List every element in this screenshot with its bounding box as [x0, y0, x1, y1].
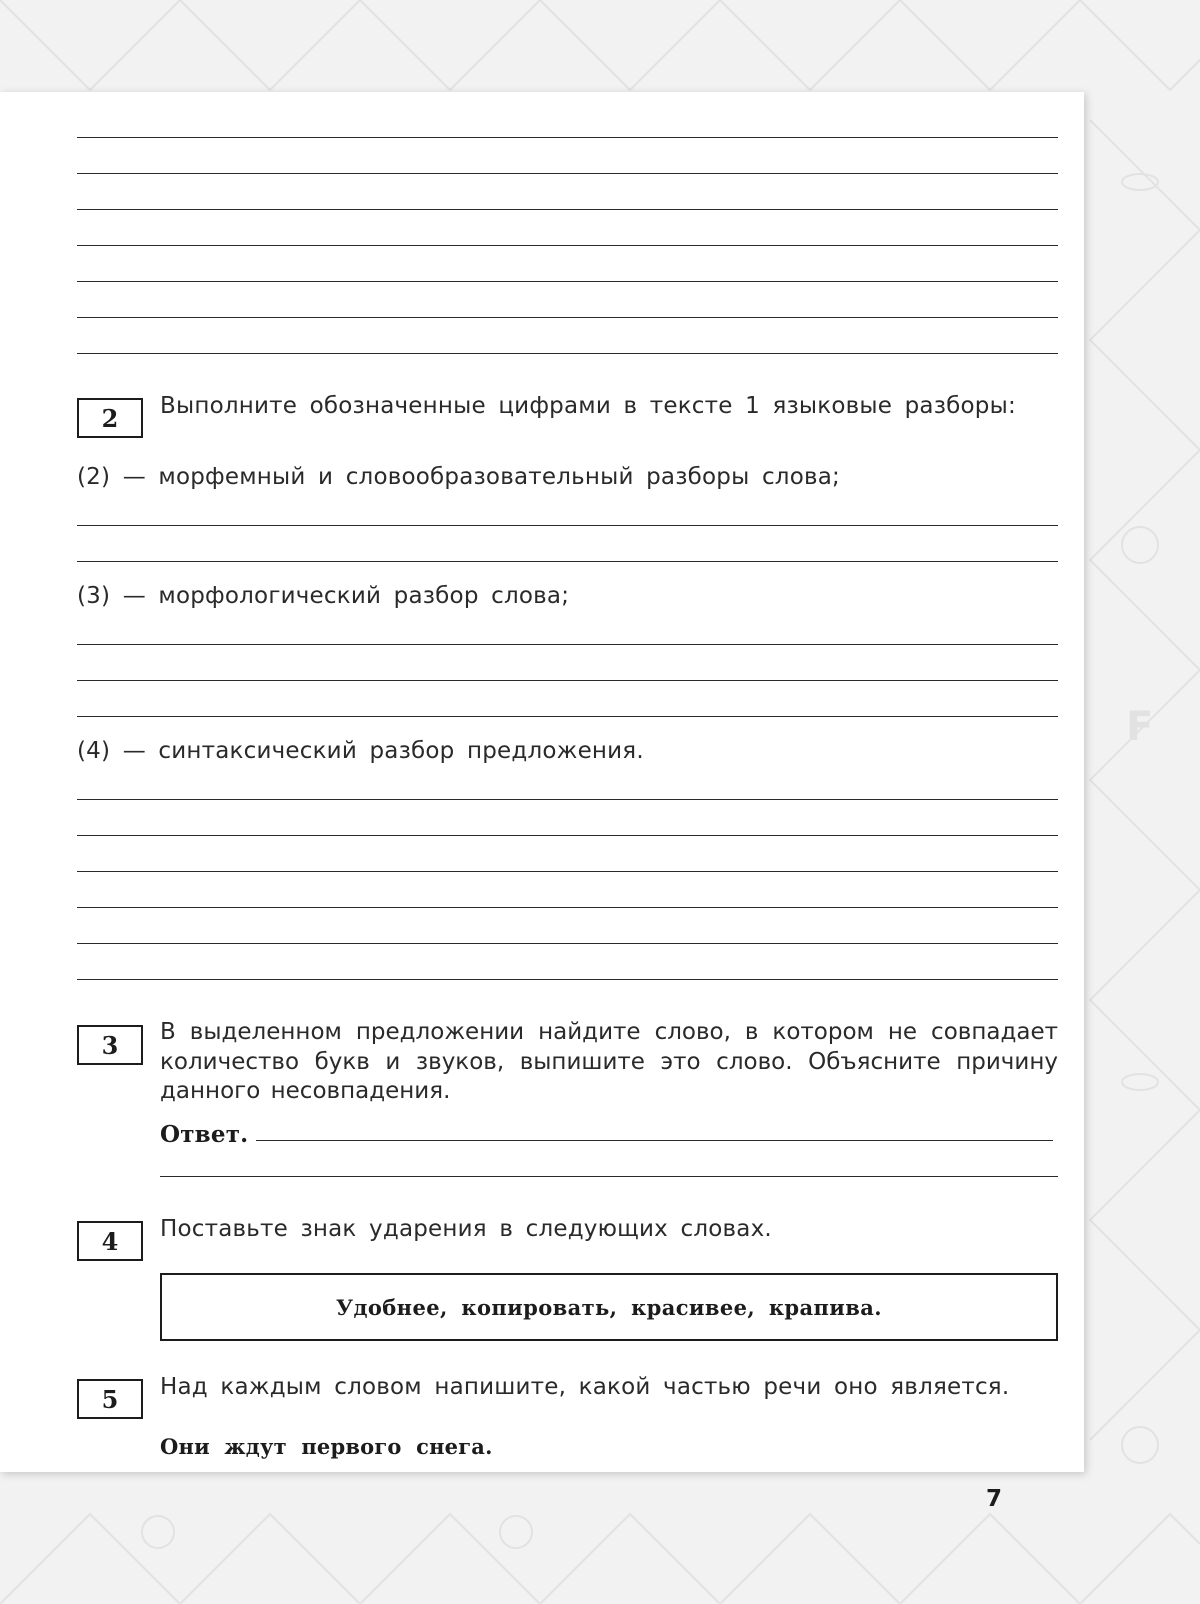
- writing-line[interactable]: [77, 943, 1058, 944]
- answer-label: Ответ.: [160, 1121, 249, 1148]
- task-number-label: 2: [101, 403, 119, 433]
- task-number-4: [77, 1221, 143, 1261]
- answer-line[interactable]: [160, 1176, 1058, 1177]
- task-number-label: 3: [101, 1030, 119, 1060]
- task-number-2: [77, 398, 143, 438]
- writing-line[interactable]: [77, 245, 1058, 246]
- words-box: [160, 1273, 1058, 1341]
- task-number-label: 5: [101, 1384, 119, 1414]
- svg-text:F: F: [1126, 704, 1154, 750]
- page-number: 7: [986, 1486, 1003, 1512]
- writing-line[interactable]: [77, 281, 1058, 282]
- writing-line[interactable]: [77, 644, 1058, 645]
- writing-line[interactable]: [77, 317, 1058, 318]
- task2-prompt: Выполните обозначенные цифрами в тексте 1 языковые разборы:: [160, 393, 1016, 419]
- writing-line[interactable]: [77, 353, 1058, 354]
- writing-line[interactable]: [77, 835, 1058, 836]
- writing-line[interactable]: [77, 561, 1058, 562]
- task2-item-2: (2) — морфемный и словообразовательный разборы слова;: [77, 464, 840, 490]
- task-number-3: [77, 1025, 143, 1065]
- writing-line[interactable]: [77, 137, 1058, 138]
- task5-sentence: Они ждут первого снега.: [160, 1434, 493, 1459]
- task2-item-3: (3) — морфологический разбор слова;: [77, 583, 570, 609]
- task2-item-4: (4) — синтаксический разбор предложения.: [77, 738, 644, 764]
- writing-line[interactable]: [77, 871, 1058, 872]
- writing-line[interactable]: [77, 680, 1058, 681]
- task3-prompt: В выделенном предложении найдите слово, в котором не совпадает количество букв и звуков, выпишите это слово. Объясните причину данного несовпадения.: [160, 1019, 1058, 1104]
- writing-line[interactable]: [77, 209, 1058, 210]
- writing-line[interactable]: [77, 173, 1058, 174]
- writing-line[interactable]: [77, 525, 1058, 526]
- answer-line[interactable]: [256, 1140, 1053, 1141]
- writing-line[interactable]: [77, 907, 1058, 908]
- task5-prompt: Над каждым словом напишите, какой частью речи оно является.: [160, 1374, 1010, 1400]
- worksheet-page: [0, 92, 1084, 1472]
- writing-line[interactable]: [77, 716, 1058, 717]
- task4-prompt: Поставьте знак ударения в следующих словах.: [160, 1216, 772, 1242]
- task-number-label: 4: [101, 1226, 119, 1256]
- writing-line[interactable]: [77, 799, 1058, 800]
- task-number-5: [77, 1379, 143, 1419]
- writing-line[interactable]: [77, 979, 1058, 980]
- stress-words: Удобнее, копировать, красивее, крапива.: [336, 1294, 882, 1320]
